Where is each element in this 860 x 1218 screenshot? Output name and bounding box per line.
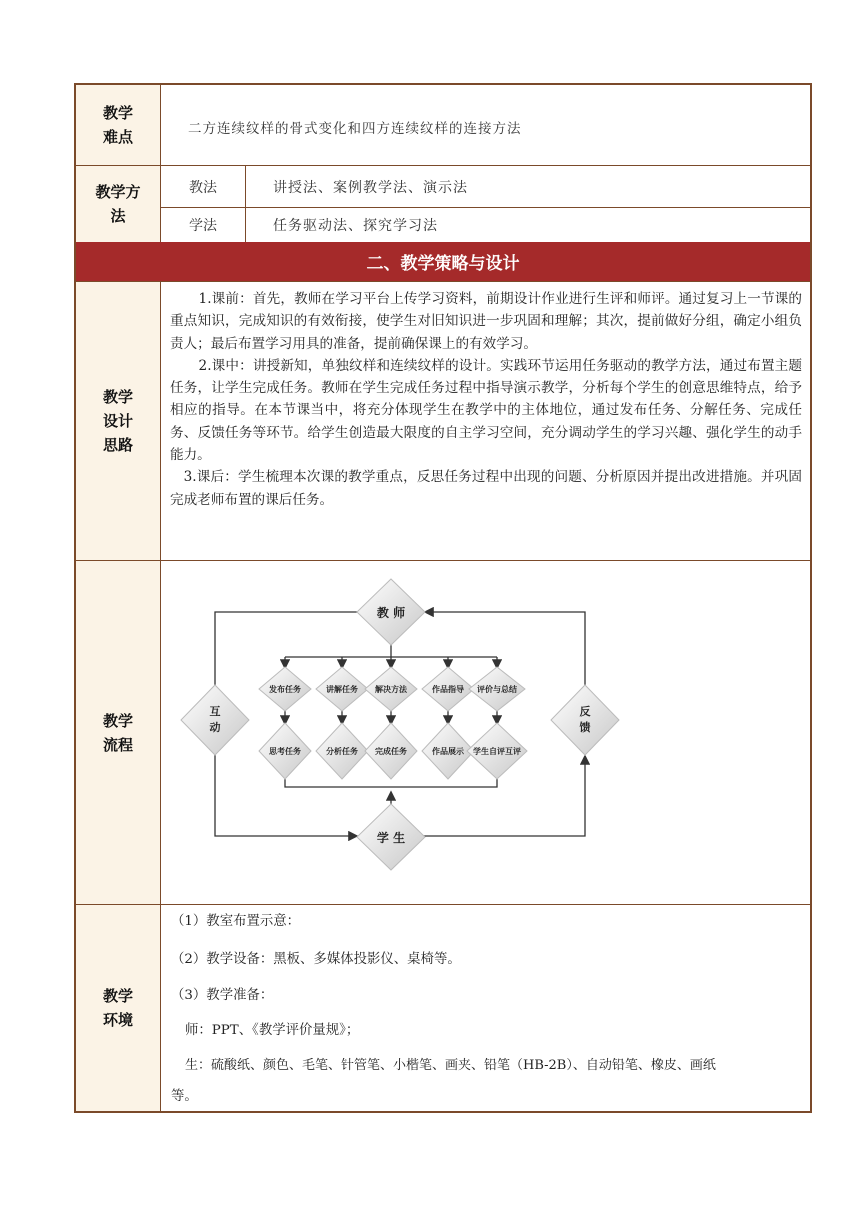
interaction-label-2: 动	[209, 721, 221, 734]
row-design	[76, 282, 810, 561]
top-task-node	[422, 667, 474, 711]
env-line-1: （1）教室布置示意：	[171, 914, 301, 929]
bottom-task-node	[259, 723, 311, 779]
bottom-task-label: 作品展示	[432, 747, 464, 756]
bottom-task-label: 完成任务	[375, 747, 407, 756]
bottom-task-node	[422, 723, 474, 779]
top-task-label: 解决方法	[375, 685, 407, 694]
top-task-label: 发布任务	[269, 685, 301, 694]
method-item-value: 任务驱动法、探究学习法	[273, 218, 438, 234]
row-environment	[76, 905, 810, 1111]
row-flow	[76, 561, 810, 905]
teaching-flow-diagram	[161, 561, 810, 904]
row-label-flow: 教学 流程	[76, 561, 161, 904]
student-node	[357, 804, 425, 870]
design-paragraph-3: 3.课后：学生梳理本次课的教学重点，反思任务过程中出现的问题、分析原因并提出改进措施。并巩固完成老师布置的课后任务。	[170, 469, 802, 508]
row-label-design: 教学 设计 思路	[76, 282, 161, 560]
top-task-node	[365, 667, 417, 711]
bottom-task-node	[467, 723, 527, 779]
top-task-node	[469, 667, 525, 711]
student-label: 学 生	[376, 831, 406, 845]
row-label-difficulty: 教学 难点	[76, 85, 161, 165]
row-difficulty	[76, 85, 810, 166]
top-task-label: 讲解任务	[326, 685, 358, 694]
method-item-value: 讲授法、案例教学法、演示法	[273, 179, 468, 196]
bottom-task-node	[365, 723, 417, 779]
interaction-node	[181, 685, 249, 755]
method-item	[161, 166, 810, 208]
interaction-label-1: 互	[209, 705, 221, 718]
section-banner: 二、教学策略与设计	[76, 242, 810, 282]
difficulty-text: 二方连续纹样的骨式变化和四方连续纹样的连接方法	[188, 121, 522, 137]
env-line-3: （3）教学准备：	[171, 988, 274, 1003]
design-paragraph-2: 2.课中：讲授新知，单独纹样和连续纹样的设计。实践环节运用任务驱动的教学方法，通过布置主题任务，让学生完成任务。教师在学生完成任务过程中指导演示教学，分析每个学生的创意思维特点，给予相应的指导。在本节课当中，将充分体现学生在教学中的主体地位，通过发布任务、分解任务、完成任务、反馈任务等环节。给学生创造最大限度的自主学习空间，充分调动学生的学习兴趣、强化学生的动手能力。	[170, 357, 802, 464]
teacher-node	[357, 579, 425, 645]
row-label-environment: 教学 环境	[76, 905, 161, 1111]
top-task-node	[316, 667, 368, 711]
top-task-label: 评价与总结	[477, 685, 517, 694]
row-method	[76, 166, 810, 242]
top-task-label: 作品指导	[432, 685, 464, 694]
feedback-label-2: 馈	[579, 721, 591, 734]
method-item-name: 教法	[161, 166, 246, 207]
method-item-name: 学法	[161, 208, 246, 242]
row-label-method: 教学方 法	[76, 166, 161, 242]
feedback-node	[551, 685, 619, 755]
env-line-2: （2）教学设备：黑板、多媒体投影仪、桌椅等。	[171, 952, 461, 967]
bottom-task-label: 分析任务	[326, 747, 358, 756]
bottom-task-label: 学生自评互评	[473, 747, 521, 756]
env-line-5: 生：硫酸纸、颜色、毛笔、针管笔、小楷笔、画夹、铅笔（HB-2B）、自动铅笔、橡皮、画纸	[185, 1058, 716, 1073]
bottom-task-label: 思考任务	[269, 747, 301, 756]
design-paragraph-1: 1.课前：首先，教师在学习平台上传学习资料，前期设计作业进行生评和师评。通过复习上一节课的重点知识，完成知识的有效衔接，使学生对旧知识进一步巩固和理解；其次，提前做好分组，确定小组负责人；最后布置学习用具的准备，提前确保课上的有效学习。	[170, 291, 802, 352]
bottom-task-node	[316, 723, 368, 779]
teacher-label: 教 师	[376, 606, 406, 620]
feedback-label-1: 反	[579, 705, 591, 718]
env-line-4: 师：PPT、《教学评价量规》；	[185, 1023, 360, 1038]
flow-connectors	[215, 612, 585, 836]
top-task-node	[259, 667, 311, 711]
env-line-6: 等。	[171, 1089, 198, 1104]
method-item	[161, 208, 810, 242]
lesson-plan-table	[74, 83, 812, 1113]
